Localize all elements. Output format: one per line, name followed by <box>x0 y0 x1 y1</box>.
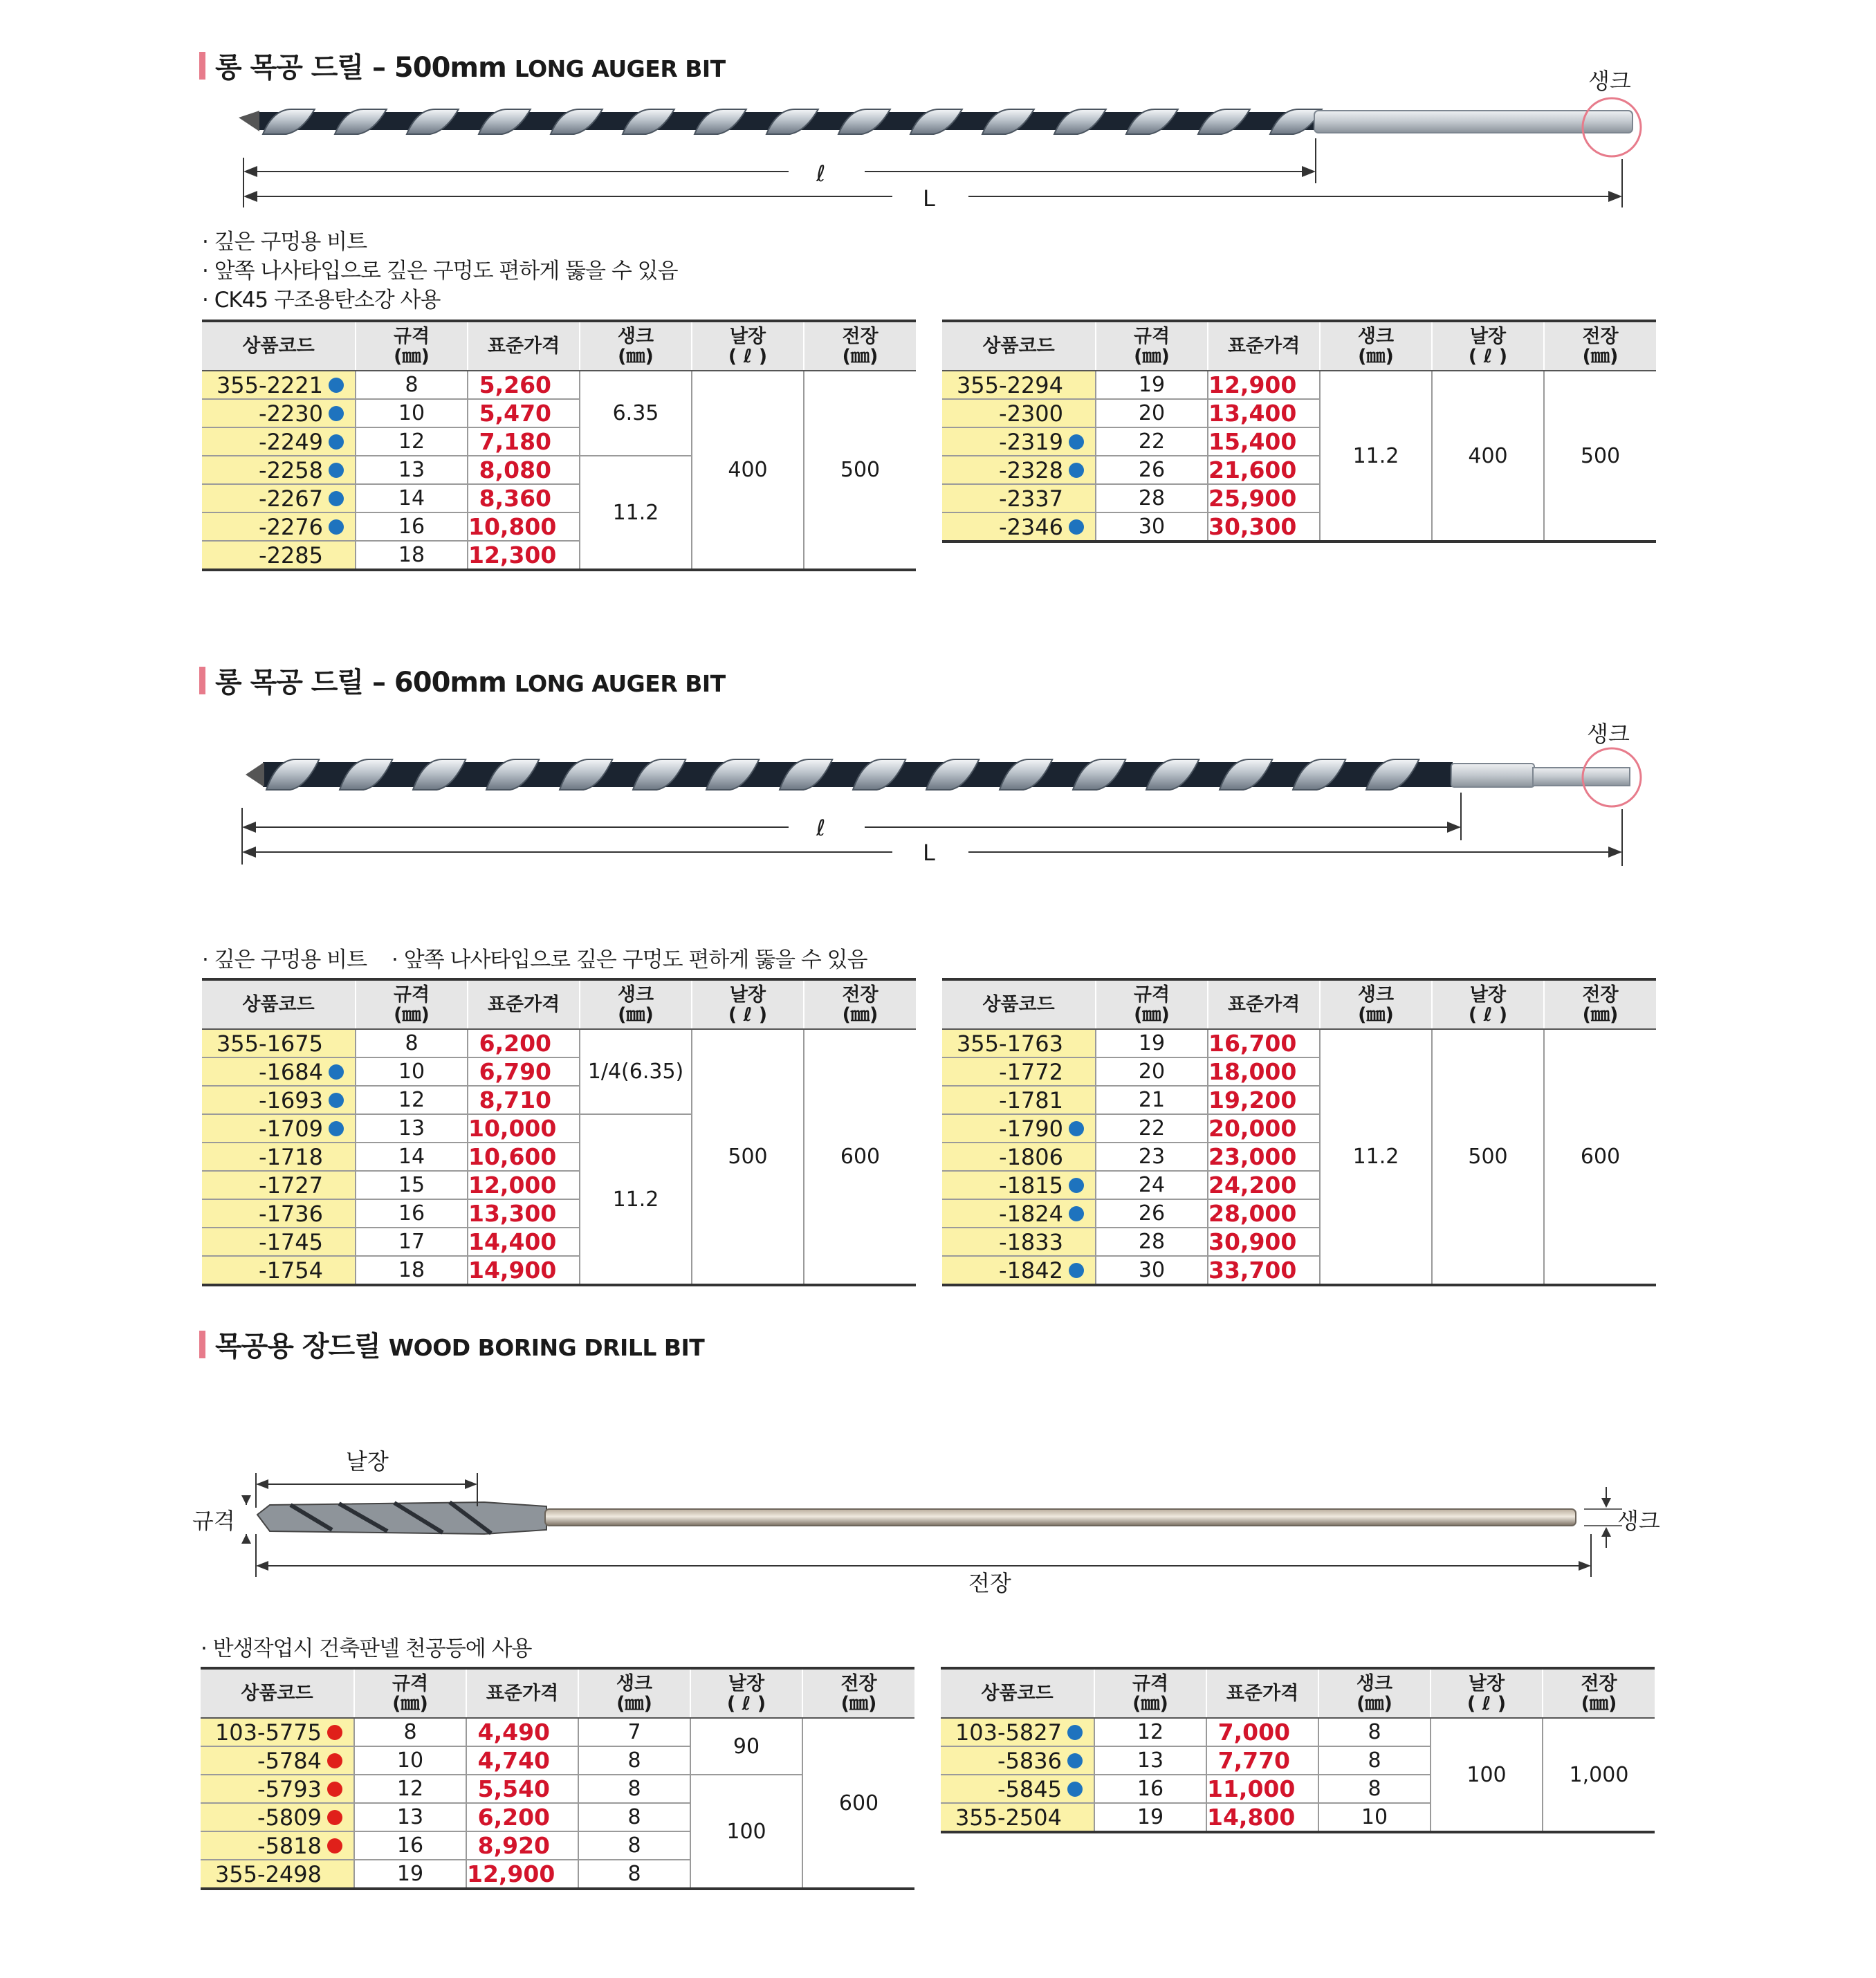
header-price: 표준가격 <box>466 1668 578 1718</box>
price-cell: 8,360 <box>468 484 580 512</box>
size-cell: 20 <box>1096 399 1208 427</box>
shank-cell: 11.2 <box>580 456 692 570</box>
blade-cell: 400 <box>1432 371 1544 542</box>
size-cell: 12 <box>356 1086 468 1114</box>
size-cell: 18 <box>356 541 468 570</box>
header-code: 상품코드 <box>202 321 356 371</box>
stock-dot-icon <box>1069 1121 1084 1136</box>
size-cell: 18 <box>356 1256 468 1285</box>
size-cell: 14 <box>356 484 468 512</box>
price-cell: 5,470 <box>468 399 580 427</box>
product-code: -2319 <box>999 428 1063 455</box>
price-cell: 14,400 <box>468 1228 580 1256</box>
table-row <box>942 371 1656 399</box>
header-code: 상품코드 <box>202 979 356 1029</box>
header-size: 규격 (㎜) <box>1096 979 1208 1029</box>
product-code: -1736 <box>259 1200 323 1227</box>
product-code: 103-5827 <box>955 1719 1062 1746</box>
stock-dot-icon <box>1067 1782 1083 1797</box>
header-blade: 날장 ( ℓ ) <box>692 321 804 371</box>
table-row <box>202 1029 916 1057</box>
stock-dot-icon <box>329 1064 344 1080</box>
bit-body <box>246 759 1630 790</box>
note-2: · 앞쪽 나사타입으로 깊은 구멍도 편하게 뚫을 수 있음 <box>392 948 867 972</box>
product-code: -2346 <box>999 513 1063 540</box>
product-code: -5809 <box>257 1804 322 1831</box>
total-cell: 1,000 <box>1543 1718 1655 1832</box>
section-title-en: LONG AUGER BIT <box>514 55 726 82</box>
product-code: -5793 <box>257 1775 322 1802</box>
price-cell: 20,000 <box>1208 1114 1320 1143</box>
size-cell: 13 <box>356 456 468 484</box>
total-cell: 600 <box>802 1718 914 1889</box>
shank-cell: 11.2 <box>580 1114 692 1285</box>
spec-table-600-left <box>202 978 916 1286</box>
price-cell: 13,300 <box>468 1199 580 1228</box>
product-code: -2337 <box>999 485 1063 512</box>
size-cell: 19 <box>1096 1029 1208 1057</box>
price-cell: 12,900 <box>1208 371 1320 399</box>
stock-dot-icon <box>329 463 344 478</box>
shank-cell: 8 <box>578 1831 690 1860</box>
bit-body <box>239 109 1633 134</box>
section-title-en: WOOD BORING DRILL BIT <box>388 1334 705 1361</box>
spec-table-600-right <box>942 978 1656 1286</box>
price-cell: 13,400 <box>1208 399 1320 427</box>
shank-cell: 8 <box>1318 1775 1431 1803</box>
price-cell: 7,180 <box>468 427 580 456</box>
size-cell: 26 <box>1096 456 1208 484</box>
product-code: 355-2498 <box>214 1860 322 1887</box>
shank-cell: 8 <box>578 1803 690 1831</box>
spec-table-500-left <box>202 320 916 571</box>
header-shank: 생크 (㎜) <box>1320 321 1432 371</box>
size-cell: 28 <box>1096 484 1208 512</box>
product-code: -5836 <box>997 1747 1062 1774</box>
header-total: 전장 (㎜) <box>804 979 916 1029</box>
price-cell: 14,900 <box>468 1256 580 1285</box>
size-cell: 30 <box>1096 1256 1208 1285</box>
price-cell: 19,200 <box>1208 1086 1320 1114</box>
header-shank: 생크 (㎜) <box>578 1668 690 1718</box>
header-price: 표준가격 <box>1208 321 1320 371</box>
price-cell: 5,260 <box>468 371 580 399</box>
product-code: -2258 <box>259 456 323 483</box>
size-cell: 15 <box>356 1171 468 1199</box>
header-blade: 날장 ( ℓ ) <box>1431 1668 1543 1718</box>
product-code: 355-2294 <box>956 371 1063 398</box>
price-cell: 11,000 <box>1206 1775 1318 1803</box>
total-cell: 600 <box>804 1029 916 1285</box>
stock-dot-icon <box>1069 1263 1084 1278</box>
size-cell: 10 <box>354 1746 466 1775</box>
size-cell: 8 <box>356 371 468 399</box>
product-code: -1842 <box>999 1257 1063 1284</box>
product-code: -1815 <box>999 1172 1063 1199</box>
product-code: -5784 <box>257 1747 322 1774</box>
product-code: 355-2504 <box>955 1804 1062 1831</box>
size-cell: 8 <box>356 1029 468 1057</box>
size-cell: 16 <box>354 1831 466 1860</box>
label-blade-length: 날장 <box>346 1448 389 1475</box>
table-row <box>201 1718 914 1746</box>
dim-blade-length: ℓ <box>816 160 826 187</box>
size-cell: 13 <box>356 1114 468 1143</box>
table-row <box>942 1029 1656 1057</box>
header-price: 표준가격 <box>468 979 580 1029</box>
accent-bar <box>199 52 205 80</box>
note-3: · CK45 구조용탄소강 사용 <box>202 288 441 313</box>
stock-dot-icon <box>1069 434 1084 450</box>
header-total: 전장 (㎜) <box>802 1668 914 1718</box>
size-cell: 12 <box>356 427 468 456</box>
blade-cell: 90 <box>690 1718 802 1775</box>
header-code: 상품코드 <box>942 979 1096 1029</box>
stock-dot-icon <box>327 1753 342 1768</box>
price-cell: 7,770 <box>1206 1746 1318 1775</box>
product-code: -5818 <box>257 1832 322 1859</box>
auger-bit-500-illustration <box>0 97 1876 214</box>
header-price: 표준가격 <box>1206 1668 1318 1718</box>
total-cell: 500 <box>804 371 916 570</box>
size-cell: 22 <box>1096 427 1208 456</box>
header-size: 규격 (㎜) <box>1094 1668 1206 1718</box>
stock-dot-icon <box>329 406 344 421</box>
stock-dot-icon <box>329 491 344 506</box>
size-cell: 20 <box>1096 1057 1208 1086</box>
note-2: · 앞쪽 나사타입으로 깊은 구멍도 편하게 뚫을 수 있음 <box>202 259 678 284</box>
product-code: 103-5775 <box>214 1719 322 1746</box>
price-cell: 16,700 <box>1208 1029 1320 1057</box>
price-cell: 7,000 <box>1206 1718 1318 1746</box>
blade-cell: 500 <box>692 1029 804 1285</box>
size-cell: 16 <box>356 1199 468 1228</box>
size-cell: 19 <box>354 1860 466 1889</box>
table-row <box>202 371 916 399</box>
shank-label: 생크 <box>1588 68 1631 94</box>
header-blade: 날장 ( ℓ ) <box>1432 321 1544 371</box>
dim-total-length: L <box>923 185 935 212</box>
product-code: -1745 <box>259 1228 323 1255</box>
product-code: -1790 <box>999 1115 1063 1142</box>
price-cell: 5,540 <box>466 1775 578 1803</box>
stock-dot-icon <box>329 378 344 393</box>
product-code: -1709 <box>259 1115 323 1142</box>
dim-blade-length: ℓ <box>816 815 826 841</box>
dim-total-length: L <box>923 840 935 866</box>
size-cell: 13 <box>354 1803 466 1831</box>
price-cell: 21,600 <box>1208 456 1320 484</box>
price-cell: 4,740 <box>466 1746 578 1775</box>
size-cell: 12 <box>354 1775 466 1803</box>
section-title-ko: 목공용 장드릴 <box>215 1331 380 1362</box>
blade-cell: 500 <box>1432 1029 1544 1285</box>
header-shank: 생크 (㎜) <box>580 321 692 371</box>
note-1: · 반생작업시 건축판넬 천공등에 사용 <box>201 1636 532 1661</box>
accent-bar <box>199 1331 205 1358</box>
product-code: -2300 <box>999 400 1063 427</box>
product-code: -1833 <box>999 1228 1063 1255</box>
size-cell: 14 <box>356 1143 468 1171</box>
product-code: -1693 <box>259 1087 323 1113</box>
shank-cell: 11.2 <box>1320 371 1432 542</box>
price-cell: 10,800 <box>468 512 580 541</box>
stock-dot-icon <box>329 1093 344 1108</box>
header-total: 전장 (㎜) <box>804 321 916 371</box>
header-size: 규격 (㎜) <box>354 1668 466 1718</box>
table-row <box>941 1718 1655 1746</box>
note-1: · 깊은 구멍용 비트 <box>202 230 367 255</box>
section-title-en: LONG AUGER BIT <box>514 670 726 697</box>
size-cell: 19 <box>1094 1803 1206 1832</box>
blade-cell: 100 <box>690 1775 802 1889</box>
header-code: 상품코드 <box>941 1668 1094 1718</box>
shank-cell: 6.35 <box>580 371 692 456</box>
shank-cell: 1/4(6.35) <box>580 1029 692 1114</box>
header-total: 전장 (㎜) <box>1543 1668 1655 1718</box>
size-cell: 21 <box>1096 1086 1208 1114</box>
price-cell: 12,900 <box>466 1860 578 1889</box>
price-cell: 30,300 <box>1208 512 1320 542</box>
size-cell: 28 <box>1096 1228 1208 1256</box>
section-title-ko: 롱 목공 드릴 – 600mm <box>215 667 506 699</box>
stock-dot-icon <box>327 1838 342 1854</box>
price-cell: 23,000 <box>1208 1143 1320 1171</box>
size-cell: 13 <box>1094 1746 1206 1775</box>
section-title-500 <box>199 46 726 85</box>
spec-table-wood-left <box>201 1667 914 1890</box>
size-cell: 22 <box>1096 1114 1208 1143</box>
stock-dot-icon <box>1069 519 1084 535</box>
price-cell: 30,900 <box>1208 1228 1320 1256</box>
stock-dot-icon <box>327 1810 342 1825</box>
price-cell: 8,080 <box>468 456 580 484</box>
wood-boring-bit-illustration <box>0 1452 1876 1591</box>
product-code: -1727 <box>259 1172 323 1199</box>
price-cell: 6,200 <box>468 1029 580 1057</box>
size-cell: 12 <box>1094 1718 1206 1746</box>
product-code: 355-1675 <box>216 1030 323 1057</box>
product-code: -2285 <box>259 542 323 569</box>
product-code: -1824 <box>999 1200 1063 1227</box>
shank-cell: 7 <box>578 1718 690 1746</box>
header-price: 표준가격 <box>468 321 580 371</box>
size-cell: 16 <box>356 512 468 541</box>
price-cell: 12,300 <box>468 541 580 570</box>
product-code: -2267 <box>259 485 323 512</box>
auger-bit-600-illustration <box>0 747 1876 871</box>
price-cell: 33,700 <box>1208 1256 1320 1285</box>
header-shank: 생크 (㎜) <box>1318 1668 1431 1718</box>
total-cell: 600 <box>1544 1029 1656 1285</box>
label-total-length: 전장 <box>968 1570 1011 1596</box>
product-code: -2249 <box>259 428 323 455</box>
blade-cell: 400 <box>692 371 804 570</box>
price-cell: 6,200 <box>466 1803 578 1831</box>
shank-cell: 8 <box>578 1775 690 1803</box>
shank-cell: 11.2 <box>1320 1029 1432 1285</box>
product-code: -1754 <box>259 1257 323 1284</box>
size-cell: 17 <box>356 1228 468 1256</box>
blade-cell: 100 <box>1431 1718 1543 1832</box>
header-price: 표준가격 <box>1208 979 1320 1029</box>
section-title-wood-boring <box>199 1324 704 1364</box>
header-size: 규격 (㎜) <box>356 979 468 1029</box>
price-cell: 28,000 <box>1208 1199 1320 1228</box>
shank-cell: 8 <box>578 1746 690 1775</box>
product-code: 355-1763 <box>956 1030 1063 1057</box>
spec-table-wood-right <box>941 1667 1655 1833</box>
size-cell: 10 <box>356 1057 468 1086</box>
accent-bar <box>199 667 205 694</box>
size-cell: 30 <box>1096 512 1208 542</box>
product-code: -2276 <box>259 513 323 540</box>
header-blade: 날장 ( ℓ ) <box>1432 979 1544 1029</box>
price-cell: 14,800 <box>1206 1803 1318 1832</box>
header-code: 상품코드 <box>942 321 1096 371</box>
header-code: 상품코드 <box>201 1668 354 1718</box>
size-cell: 24 <box>1096 1171 1208 1199</box>
total-cell: 500 <box>1544 371 1656 542</box>
shank-cell: 8 <box>578 1860 690 1889</box>
header-shank: 생크 (㎜) <box>580 979 692 1029</box>
price-cell: 18,000 <box>1208 1057 1320 1086</box>
header-total: 전장 (㎜) <box>1544 321 1656 371</box>
stock-dot-icon <box>327 1725 342 1740</box>
size-cell: 8 <box>354 1718 466 1746</box>
header-blade: 날장 ( ℓ ) <box>690 1668 802 1718</box>
stock-dot-icon <box>1067 1725 1083 1740</box>
stock-dot-icon <box>329 434 344 450</box>
price-cell: 10,000 <box>468 1114 580 1143</box>
bit-body <box>257 1502 1576 1534</box>
shank-label: 생크 <box>1587 721 1630 747</box>
spec-table-500-right <box>942 320 1656 543</box>
stock-dot-icon <box>1069 1206 1084 1221</box>
shank-cell: 8 <box>1318 1718 1431 1746</box>
price-cell: 25,900 <box>1208 484 1320 512</box>
stock-dot-icon <box>329 1121 344 1136</box>
header-size: 규격 (㎜) <box>1096 321 1208 371</box>
price-cell: 4,490 <box>466 1718 578 1746</box>
header-shank: 생크 (㎜) <box>1320 979 1432 1029</box>
section-title-600 <box>199 660 726 700</box>
stock-dot-icon <box>327 1782 342 1797</box>
product-code: -1772 <box>999 1058 1063 1085</box>
stock-dot-icon <box>329 519 344 535</box>
section-title-ko: 롱 목공 드릴 – 500mm <box>215 52 506 84</box>
price-cell: 8,920 <box>466 1831 578 1860</box>
price-cell: 12,000 <box>468 1171 580 1199</box>
stock-dot-icon <box>1067 1753 1083 1768</box>
size-cell: 19 <box>1096 371 1208 399</box>
product-code: -2230 <box>259 400 323 427</box>
header-total: 전장 (㎜) <box>1544 979 1656 1029</box>
product-code: -2328 <box>999 456 1063 483</box>
price-cell: 10,600 <box>468 1143 580 1171</box>
stock-dot-icon <box>1069 463 1084 478</box>
price-cell: 8,710 <box>468 1086 580 1114</box>
header-size: 규격 (㎜) <box>356 321 468 371</box>
product-code: -1781 <box>999 1087 1063 1113</box>
header-blade: 날장 ( ℓ ) <box>692 979 804 1029</box>
price-cell: 6,790 <box>468 1057 580 1086</box>
size-cell: 26 <box>1096 1199 1208 1228</box>
size-cell: 10 <box>356 399 468 427</box>
size-cell: 23 <box>1096 1143 1208 1171</box>
product-code: 355-2221 <box>216 371 323 398</box>
shank-cell: 10 <box>1318 1803 1431 1832</box>
price-cell: 24,200 <box>1208 1171 1320 1199</box>
label-shank: 생크 <box>1617 1508 1660 1534</box>
shank-cell: 8 <box>1318 1746 1431 1775</box>
product-code: -1806 <box>999 1143 1063 1170</box>
product-code: -5845 <box>997 1775 1062 1802</box>
stock-dot-icon <box>1069 1178 1084 1193</box>
size-cell: 16 <box>1094 1775 1206 1803</box>
product-code: -1718 <box>259 1143 323 1170</box>
price-cell: 15,400 <box>1208 427 1320 456</box>
product-code: -1684 <box>259 1058 323 1085</box>
note-1: · 깊은 구멍용 비트 <box>202 948 367 972</box>
label-diameter: 규격 <box>192 1508 235 1534</box>
